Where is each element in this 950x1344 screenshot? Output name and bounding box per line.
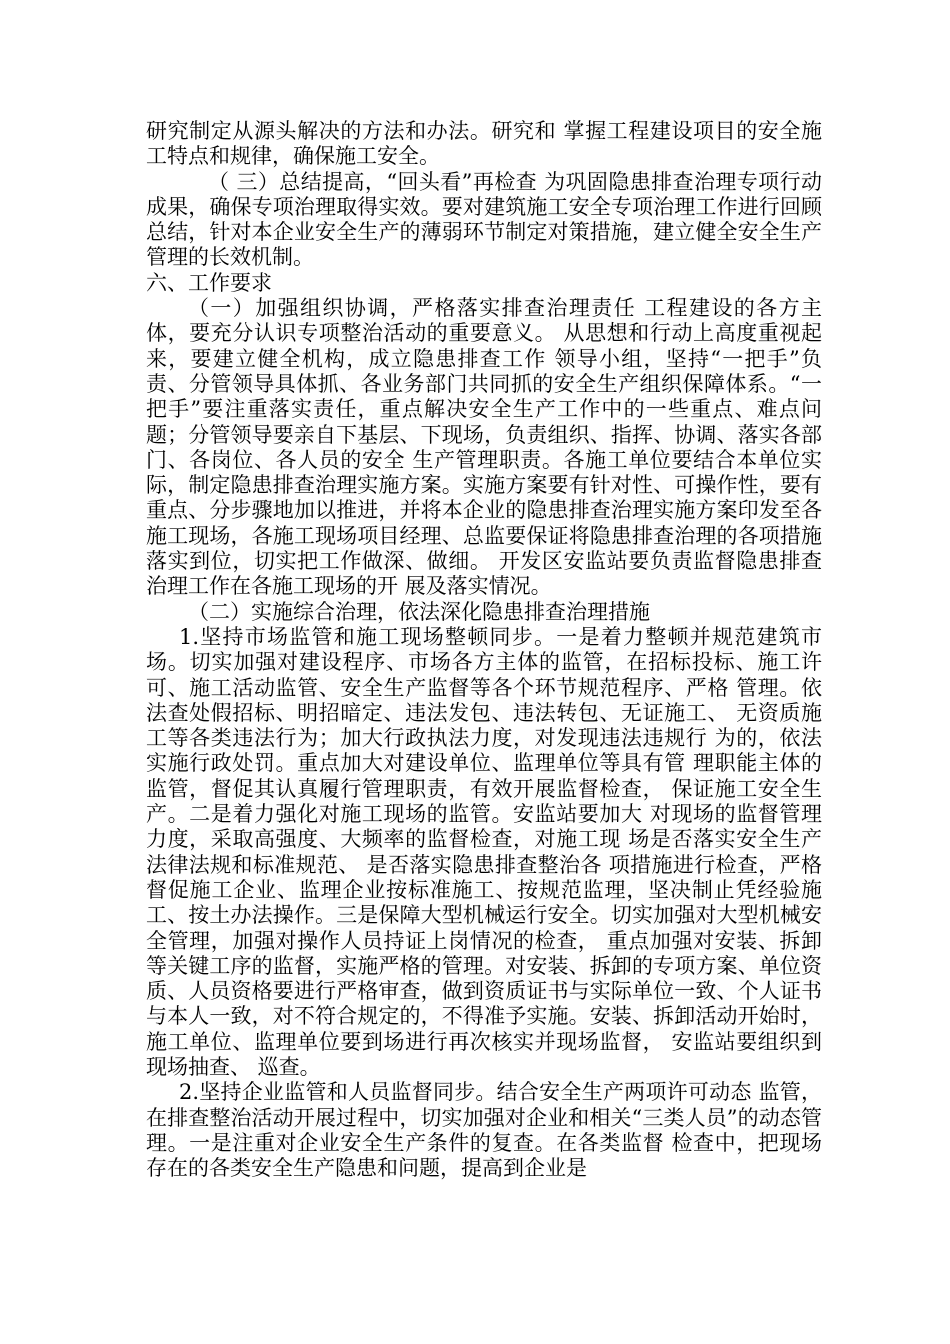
- paragraph-section-3-summary: （ 三）总结提高，“回头看”再检查 为巩固隐患排查治理专项行动成果，确保专项治理取得实效。要对建筑施工安全专项治理工作进行回顾总结，针对本企业安全生产的薄弱环节制定对策措施，建立健全安全生产管理的长效机制。: [146, 169, 822, 270]
- paragraph-comprehensive-governance-heading: （二）实施综合治理，依法深化隐患排查治理措施: [188, 599, 650, 624]
- paragraph-source-solution: 研究制定从源头解决的方法和办法。研究和 掌握工程建设项目的安全施工特点和规律，确保施工安全。: [146, 119, 822, 169]
- paragraph-enterprise-supervision: 2.坚持企业监管和人员监督同步。结合安全生产两项许可动态 监管，在排查整治活动开展过程中，切实加强对企业和相关“三类人员”的动态管理。一是注重对企业安全生产条件的复查。在各类监督 检查中，把现场存在的各类安全生产隐患和问题，提高到企业是: [146, 1080, 822, 1181]
- paragraph-market-supervision: 1.坚持市场监管和施工现场整顿同步。一是着力整顿并规范建筑市场。切实加强对建设程序、市场各方主体的监管，在招标投标、施工许可、施工活动监管、安全生产监督等各个环节规范程序、严格 管理。依法查处假招标、明招暗定、违法发包、违法转包、无证施工、 无资质施工等各类违法行为；加大行政执法力度，对发现违法违规行 为的，依法实施行政处罚。重点加大对建设单位、监理单位等具有管 理职能主体的监管，督促其认真履行管理职责，有效开展监督检查， 保证施工安全生产。二是着力强化对施工现场的监管。安监站要加大 对现场的监督管理力度，采取高强度、大频率的监督检查，对施工现 场是否落实安全生产法律法规和标准规范、 是否落实隐患排查整治各 项措施进行检查，严格督促施工企业、监理企业按标准施工、按规范监理，坚决制止凭经验施工、按土办法操作。三是保障大型机械运行安全。切实加强对大型机械安全管理，加强对操作人员持证上岗情况的检查， 重点加强对安装、拆卸等关键工序的监督，实施严格的管理。对安装、拆卸的专项方案、单位资质、人员资格要进行严格审查，做到资质证书与实际单位一致、个人证书与本人一致，对不符合规定的，不得准予实施。安装、拆卸活动开始时，施工单位、监理单位要到场进行再次核实并现场监督， 安监站要组织到现场抽查、 巡查。: [146, 624, 822, 1079]
- section-heading-work-requirements: 六、工作要求: [146, 270, 272, 295]
- paragraph-organization-coordination: （一）加强组织协调，严格落实排查治理责任 工程建设的各方主体，要充分认识专项整治活动的重要意义。 从思想和行动上高度重视起来，要建立健全机构，成立隐患排查工作 领导小组，坚持“一把手”负责、分管领导具体抓、各业务部门共同抓的安全生产组织保障体系。“一把手”要注重落实责任，重点解决安全生产工作中的一些重点、难点问题；分管领导要亲自下基层、下现场，负责组织、指挥、协调、落实各部门、各岗位、各人员的安全 生产管理职责。各施工单位要结合本单位实际，制定隐患排查治理实施方案。实施方案要有针对性、可操作性，要有重点、分步骤地加以推进，并将本企业的隐患排查治理实施方案印发至各施工现场，各施工现场项目经理、总监要保证将隐患排查治理的各项措施落实到位，切实把工作做深、做细。 开发区安监站要负责监督隐患排查治理工作在各施工现场的开 展及落实情况。: [146, 296, 822, 599]
- document-body: [146, 119, 822, 1181]
